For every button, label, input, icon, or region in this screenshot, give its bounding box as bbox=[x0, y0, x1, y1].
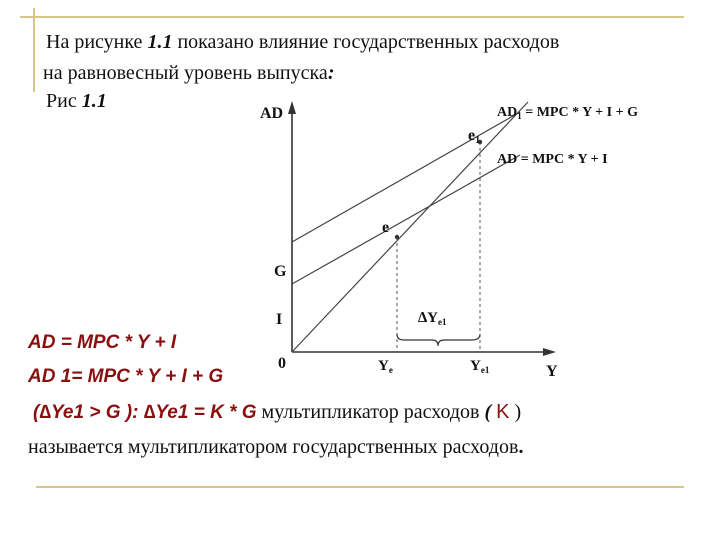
figure-caption bbox=[46, 90, 107, 113]
intro-line-2-text: на равновесный уровень выпуска bbox=[43, 62, 328, 84]
multiplier-text: мультипликатор расходов bbox=[256, 401, 485, 423]
point-e1-label bbox=[468, 127, 480, 146]
frame-bottom-rule bbox=[36, 486, 684, 488]
point-e1-letter: e bbox=[468, 127, 476, 144]
paren-close: ) bbox=[509, 401, 522, 423]
conclusion-text: называется мультипликатором государственных расходов bbox=[28, 436, 519, 458]
ad-line bbox=[292, 155, 520, 284]
formula-condition: (∆Ye1 > G ): ∆Ye1 = K * G bbox=[33, 402, 257, 423]
y-axis-label: AD bbox=[260, 105, 284, 122]
delta-label-base: ∆Y bbox=[418, 310, 439, 326]
ad1-equation-label bbox=[497, 105, 638, 121]
y-axis-arrowhead bbox=[288, 101, 296, 114]
formula-ad: AD = MPC * Y + I bbox=[28, 332, 177, 353]
intro-figure-ref: 1.1 bbox=[147, 31, 173, 53]
intro-line-1 bbox=[46, 31, 559, 54]
ad1-line bbox=[292, 112, 520, 242]
figure-caption-label: Рис bbox=[46, 90, 82, 112]
point-e-label: e bbox=[382, 219, 390, 236]
formula-condition-line bbox=[33, 401, 521, 424]
intercept-g-label: G bbox=[274, 263, 287, 280]
line-45-degree bbox=[292, 102, 528, 352]
formula-ad1: AD 1= MPC * Y + I + G bbox=[28, 366, 224, 387]
x-axis-label: Y bbox=[546, 363, 558, 380]
multiplier-k: K bbox=[496, 401, 510, 423]
conclusion-line bbox=[28, 436, 523, 459]
figure-caption-number: 1.1 bbox=[81, 90, 107, 112]
intro-line-2-colon: : bbox=[327, 62, 335, 84]
keynesian-cross-diagram bbox=[250, 90, 720, 390]
delta-ye1-brace bbox=[397, 334, 480, 346]
ye1-label bbox=[470, 358, 490, 375]
frame-top-rule bbox=[20, 16, 684, 18]
point-e1-subscript: 1 bbox=[475, 135, 481, 146]
intercept-i-label: I bbox=[276, 311, 283, 328]
intro-line-1-suffix: показано влияние государственных расходов bbox=[172, 31, 560, 53]
frame-left-rule bbox=[33, 8, 35, 92]
delta-label-subscript: e1 bbox=[438, 317, 447, 327]
delta-ye1-label bbox=[418, 310, 447, 327]
ye-label-subscript: e bbox=[388, 365, 393, 375]
ye1-label-subscript: e1 bbox=[480, 365, 490, 375]
x-axis-arrowhead bbox=[543, 348, 556, 356]
paren-open: ( bbox=[484, 401, 497, 423]
ad1-label-subscript: 1 bbox=[517, 111, 522, 121]
ad-equation-label: AD = MPC * Y + I bbox=[497, 152, 608, 167]
conclusion-dot: . bbox=[518, 436, 524, 458]
origin-label: 0 bbox=[278, 355, 286, 372]
intro-line-1-prefix: На рисунке bbox=[46, 31, 148, 53]
ye-label-base: Y bbox=[378, 358, 389, 374]
intro-line-2 bbox=[43, 62, 334, 85]
ad1-label-rest: = MPC * Y + I + G bbox=[521, 105, 638, 120]
point-e-marker bbox=[395, 235, 399, 239]
ad1-label-base: AD bbox=[497, 105, 518, 120]
ye-label bbox=[378, 358, 393, 375]
ye1-label-base: Y bbox=[470, 358, 481, 374]
